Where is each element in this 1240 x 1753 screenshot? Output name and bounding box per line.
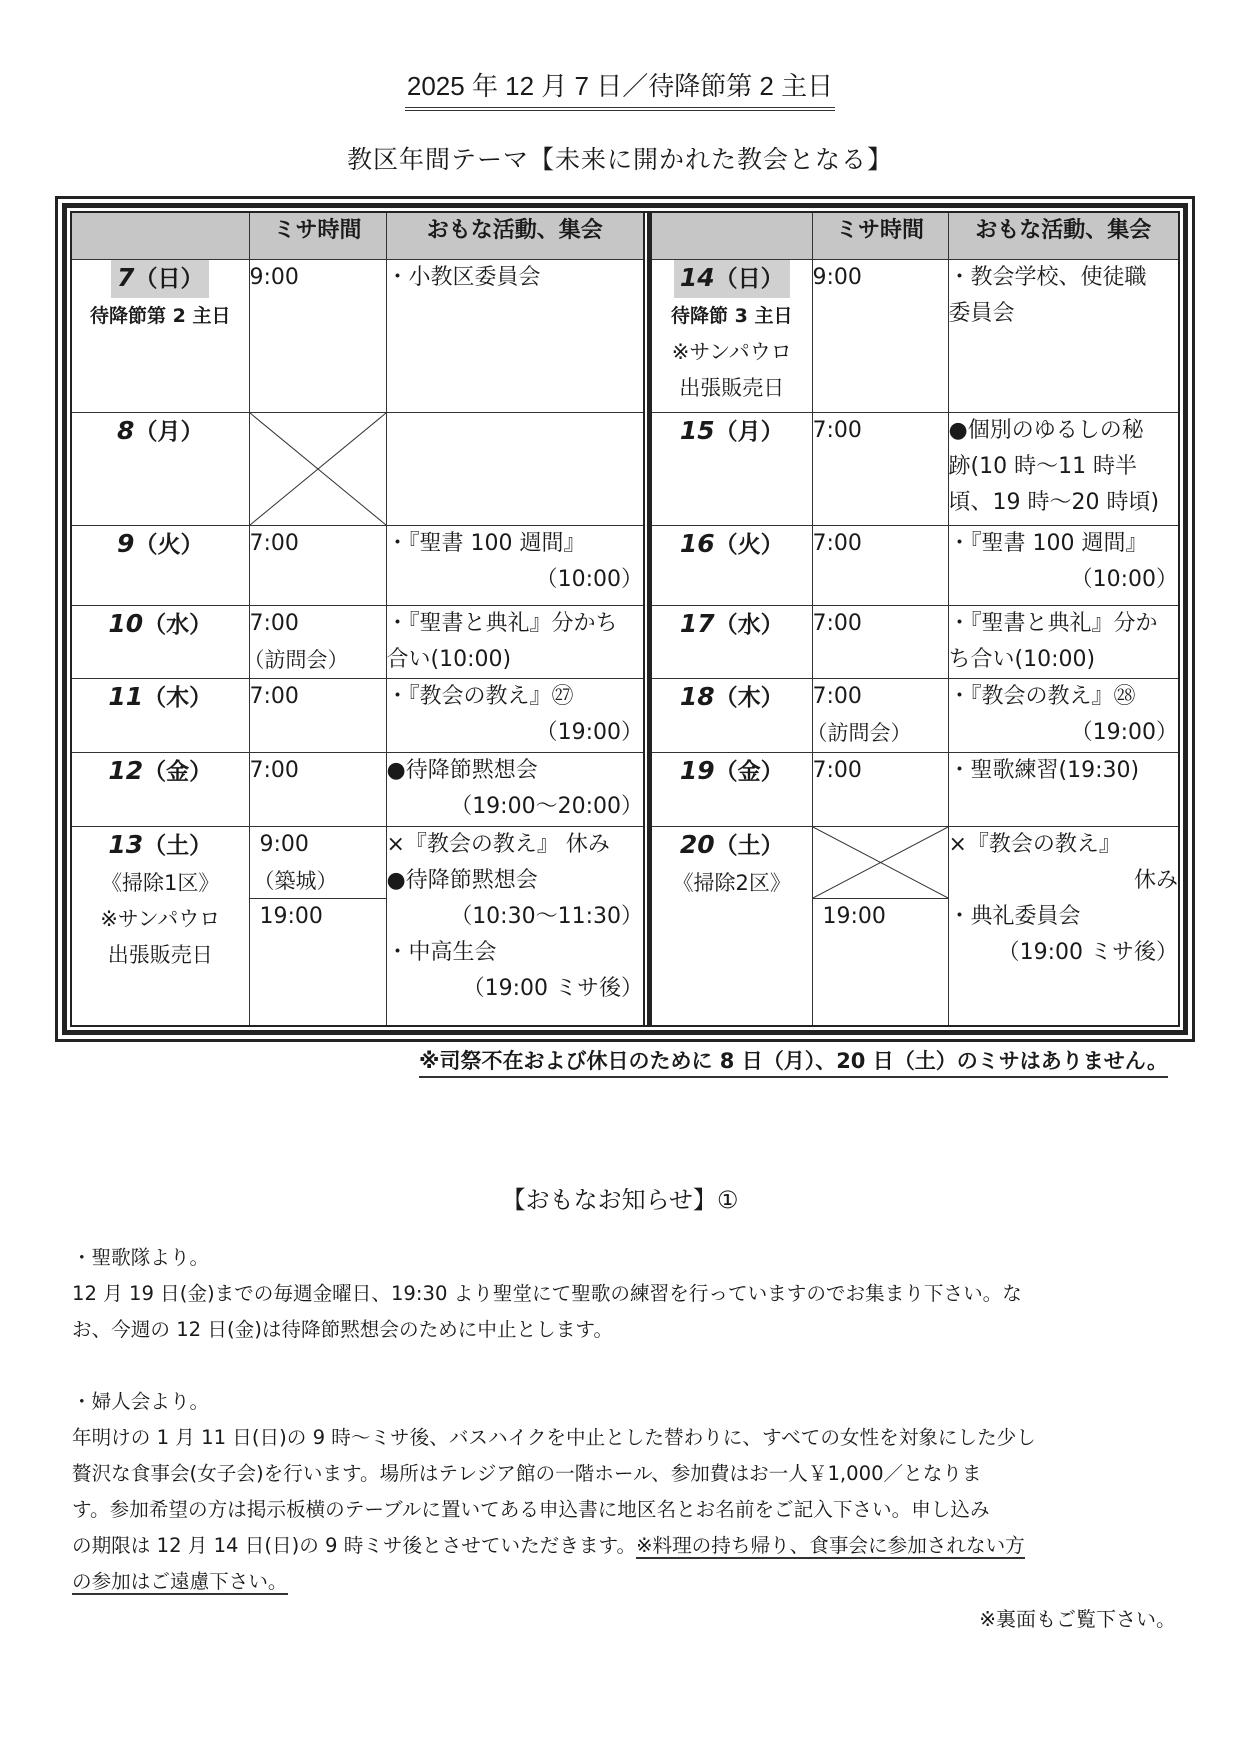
- date-note: ※サンパウロ: [100, 907, 221, 931]
- table-row: [652, 753, 1178, 827]
- mass-time-cell: 7:00 （訪問会）: [812, 679, 948, 753]
- activity-cell: ×『教会の教え』 休み ・典礼委員会 （19:00 ミサ後）: [948, 827, 1178, 1026]
- activity-cell: ×『教会の教え』 休み ●待降節黙想会 （10:30～11:30） ・中高生会 （19:00 ミサ後）: [386, 827, 643, 1026]
- activity-cell: ・小教区委員会: [386, 260, 643, 413]
- header-activities: おもな活動、集会: [948, 213, 1178, 260]
- no-mass-cross: [813, 827, 948, 899]
- table-row: [72, 753, 643, 827]
- activity-cell: ・教会学校、使徒職 委員会: [948, 260, 1178, 413]
- mass-time-cell: 7:00: [812, 413, 948, 526]
- date-cell: 13（土） 《掃除1区》 ※サンパウロ 出張販売日: [72, 827, 249, 1026]
- table-row: [652, 413, 1178, 526]
- date-cell: 11（木）: [72, 679, 249, 753]
- header-date: [652, 213, 812, 260]
- activity-cell: ・『聖書と典礼』分か ち合い(10:00): [948, 606, 1178, 679]
- header-date: [72, 213, 249, 260]
- date-note: 出張販売日: [679, 376, 785, 400]
- date-cell: 15（月）: [652, 413, 812, 526]
- mass-time-cell: 7:00: [249, 753, 386, 827]
- table-row: [72, 260, 643, 413]
- date-cell: 19（金）: [652, 753, 812, 827]
- women-text: 年明けの 1 月 11 日(日)の 9 時～ミサ後、バスハイクを中止とした替わりに、すべての女性を対象にした少し: [72, 1426, 1036, 1449]
- date-cell: 10（水）: [72, 606, 249, 679]
- bulletin-title: 2025 年 12 月 7 日／待降節第 2 主日: [0, 66, 1240, 111]
- choir-heading: ・聖歌隊より。: [72, 1246, 210, 1269]
- activity-cell: ●待降節黙想会 （19:00～20:00）: [386, 753, 643, 827]
- date-cell: 12（金）: [72, 753, 249, 827]
- mass-time-cell: 9:00 （築城） 19:00: [249, 827, 386, 1026]
- header-mass-time: ミサ時間: [249, 213, 386, 260]
- see-reverse-note: ※裏面もご覧下さい。: [979, 1607, 1176, 1631]
- header-activities: おもな活動、集会: [386, 213, 643, 260]
- date-cell: 16（火）: [652, 526, 812, 606]
- notices-body: [72, 1240, 1182, 1600]
- date-note: ※サンパウロ: [671, 340, 792, 364]
- activity-cell: ・『聖書 100 週間』 （10:00）: [386, 526, 643, 606]
- table-row: [72, 526, 643, 606]
- no-mass-cross: [249, 413, 386, 526]
- date-cell: 17（水）: [652, 606, 812, 679]
- date-note: 待降節 3 主日: [671, 305, 793, 327]
- activity-cell: ・『聖書と典礼』分かち 合い(10:00): [386, 606, 643, 679]
- date-cell: 9（火）: [72, 526, 249, 606]
- mass-time-cell: 9:00: [812, 260, 948, 413]
- activity-cell: ・聖歌練習(19:30): [948, 753, 1178, 827]
- date-note: 出張販売日: [107, 943, 213, 967]
- women-heading: ・婦人会より。: [72, 1390, 210, 1413]
- activity-cell: ・『教会の教え』㉗ （19:00）: [386, 679, 643, 753]
- schedule-week-2: [652, 213, 1178, 1025]
- underlined-warning: の参加はご遠慮下さい。: [72, 1570, 288, 1593]
- women-text: 贅沢な食事会(女子会)を行います。場所はテレジア館の一階ホール、参加費はお一人￥1,000／となりま: [72, 1462, 982, 1485]
- table-row: [72, 606, 643, 679]
- activity-cell: ・『聖書 100 週間』 （10:00）: [948, 526, 1178, 606]
- no-mass-footnote: ※司祭不在および休日のために 8 日（月）、20 日（土）のミサはありません。: [419, 1046, 1168, 1078]
- schedule-week-1: [72, 213, 643, 1025]
- table-row: [652, 260, 1178, 413]
- date-cell: 18（木）: [652, 679, 812, 753]
- activity-cell: ・『教会の教え』㉘ （19:00）: [948, 679, 1178, 753]
- mass-time-cell: 7:00: [249, 679, 386, 753]
- women-text: の期限は 12 月 14 日(日)の 9 時ミサ後とさせていただきます。※料理の持ち帰り、食事会に参加されない方: [72, 1534, 1025, 1557]
- table-row: [652, 679, 1178, 753]
- mass-time-cell: 7:00: [812, 526, 948, 606]
- schedule-table-frame: [55, 196, 1195, 1042]
- notices-title: 【おもなお知らせ】①: [501, 1186, 739, 1214]
- date-cell: [72, 260, 249, 413]
- mass-time-cell: 7:00: [812, 606, 948, 679]
- mass-time-cell: 7:00: [249, 526, 386, 606]
- table-row: [652, 526, 1178, 606]
- women-text: す。参加希望の方は掲示板横のテーブルに置いてある申込書に地区名とお名前をご記入下さい。申し込み: [72, 1498, 990, 1521]
- date-cell: [652, 260, 812, 413]
- header-mass-time: ミサ時間: [812, 213, 948, 260]
- mass-time-cell: 7:00 （訪問会）: [249, 606, 386, 679]
- mass-time-cell: 9:00: [249, 260, 386, 413]
- center-divider: [643, 213, 652, 1025]
- date-note: 《掃除2区》: [672, 871, 791, 895]
- activity-cell: ●個別のゆるしの秘 跡(10 時～11 時半 頃、19 時～20 時頃): [948, 413, 1178, 526]
- date-note: 待降節第 2 主日: [90, 305, 231, 327]
- mass-time-cell: 19:00: [812, 827, 948, 1026]
- activity-cell: [386, 413, 643, 526]
- date-cell: 8（月）: [72, 413, 249, 526]
- date-highlight: 7（日）: [111, 260, 209, 298]
- underlined-warning: ※料理の持ち帰り、食事会に参加されない方: [636, 1534, 1025, 1557]
- table-row: [652, 606, 1178, 679]
- annual-theme: 教区年間テーマ【未来に開かれた教会となる】: [346, 145, 893, 174]
- choir-text: 12 月 19 日(金)までの毎週金曜日、19:30 より聖堂にて聖歌の練習を行っていますのでお集まり下さい。な: [72, 1282, 1022, 1305]
- table-row: [72, 679, 643, 753]
- table-row: [72, 413, 643, 526]
- women-text: [72, 1564, 1182, 1600]
- table-row: [72, 827, 643, 1026]
- mass-time-cell: 7:00: [812, 753, 948, 827]
- choir-text: お、今週の 12 日(金)は待降節黙想会のために中止とします。: [72, 1318, 613, 1341]
- table-row: [652, 827, 1178, 1026]
- date-note: 《掃除1区》: [101, 871, 220, 895]
- date-highlight: 14（日）: [674, 260, 790, 298]
- date-cell: 20（土） 《掃除2区》: [652, 827, 812, 1026]
